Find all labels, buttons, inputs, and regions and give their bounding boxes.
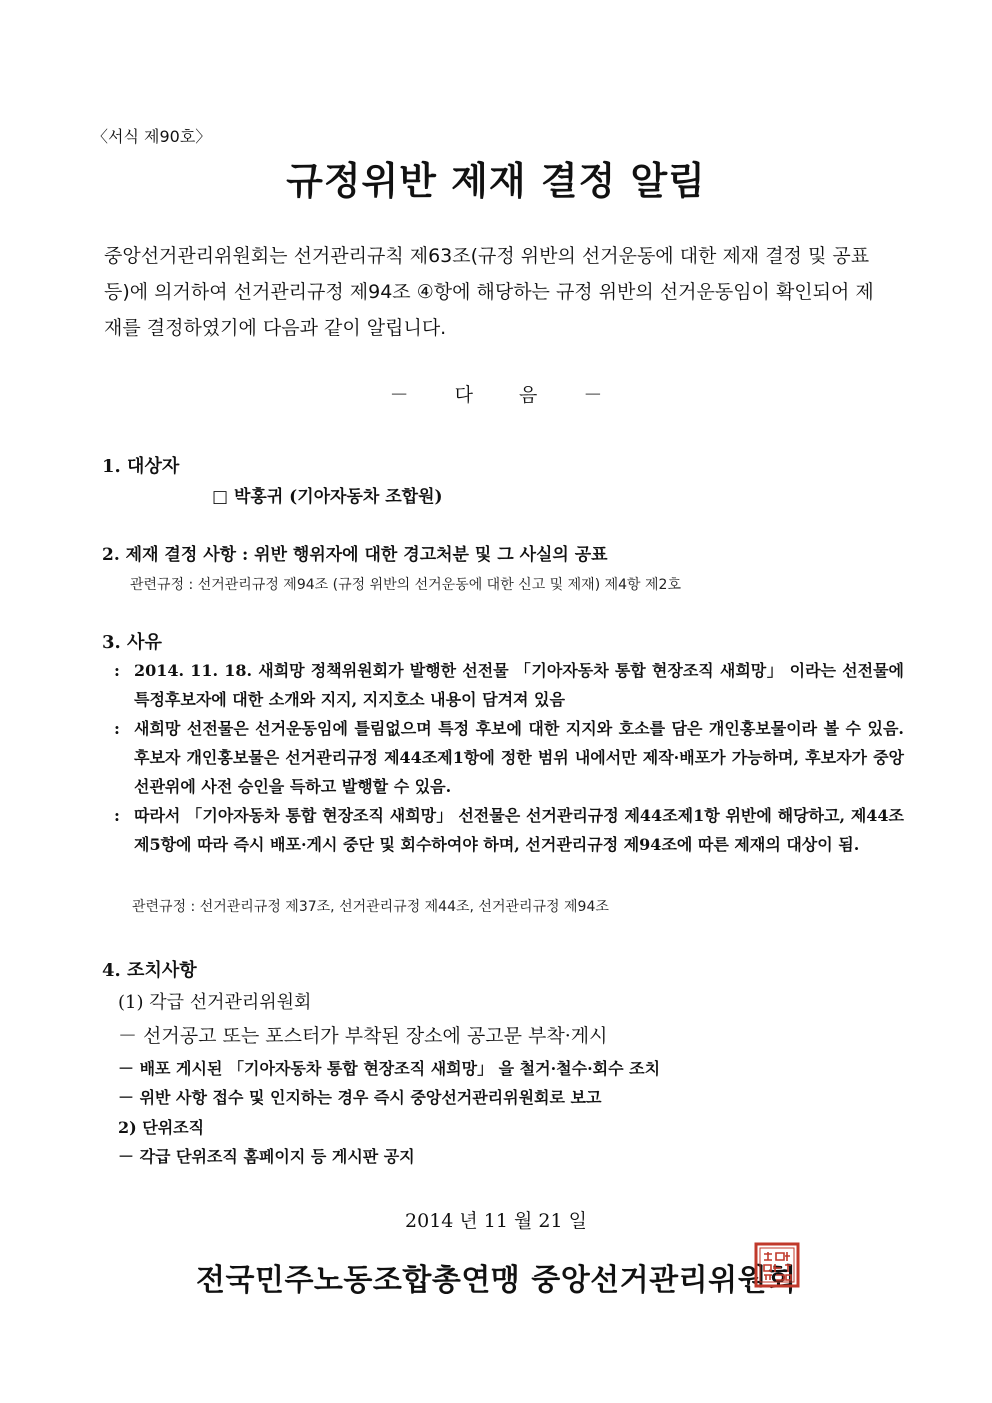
reason-text-2: 새희망 선전물은 선거운동임에 틀림없으며 특정 후보에 대한 지지와 호소를 담은 개인홍보물이라 볼 수 있음. 후보자 개인홍보물은 선거관리규정 제44조제1항에 정한 범위 내에서만 제작·배포가 가능하며, 후보자가 중앙선관위에 사전 승인을 득하고 발행할 수 있음.	[134, 719, 904, 796]
reason-list	[114, 656, 904, 859]
issuer-name: 전국민주노동조합총연맹 중앙선거관리위원회	[196, 1263, 797, 1298]
reason-colon: :	[114, 661, 120, 680]
sub1-item-1: － 선거공고 또는 포스터가 부착된 장소에 공고문 부착·게시	[118, 1025, 608, 1047]
reason-colon: :	[114, 806, 120, 825]
intro-line-1: 중앙선거관리위원회는 선거관리규칙 제63조(규정 위반의 선거운동에 대한 제재 결정 및 공표	[104, 245, 870, 267]
sub1-item-2: － 배포 게시된 「기아자동차 통합 현장조직 새희망」 을 철거·철수·회수 조치	[118, 1059, 661, 1078]
page-title: 규정위반 제재 결정 알림	[286, 159, 706, 203]
reason-text-1: 2014. 11. 18. 새희망 정책위원회가 발행한 선전물 「기아자동차 통합 현장조직 새희망」 이라는 선전물에 특정후보자에 대한 소개와 지지, 지지호소 내용이 담겨져 있음	[134, 661, 904, 709]
reason-text-3: 따라서 「기아자동차 통합 현장조직 새희망」 선전물은 선거관리규정 제44조제1항 위반에 해당하고, 제44조 제5항에 따라 즉시 배포·게시 중단 및 회수하여야 하며, 선거관리규정 제94조에 따른 제재의 대상이 됨.	[134, 806, 904, 854]
section4-heading: 4. 조치사항	[102, 960, 197, 981]
reason-item	[114, 801, 904, 859]
issue-date: 2014 년 11 월 21 일	[405, 1210, 587, 1232]
reason-item	[114, 714, 904, 801]
sub1-item-3: － 위반 사항 접수 및 인지하는 경우 즉시 중앙선거관리위원회로 보고	[118, 1088, 602, 1107]
intro-line-2: 등)에 의거하여 선거관리규정 제94조 ④항에 해당하는 규정 위반의 선거운동임이 확인되어 제	[104, 281, 874, 303]
section4-sub2: 2) 단위조직	[118, 1118, 205, 1137]
section2-heading: 2. 제재 결정 사항 : 위반 행위자에 대한 경고처분 및 그 사실의 공표	[102, 545, 608, 565]
sub2-item-1: － 각급 단위조직 홈페이지 등 게시판 공지	[118, 1147, 415, 1166]
reason-item	[114, 656, 904, 714]
reason-colon: :	[114, 719, 120, 738]
section1-target: □ 박홍귀 (기아자동차 조합원)	[212, 487, 443, 507]
intro-line-3: 재를 결정하였기에 다음과 같이 알립니다.	[104, 317, 447, 339]
section3-heading: 3. 사유	[102, 632, 162, 653]
official-seal-icon	[754, 1242, 800, 1288]
section1-heading: 1. 대상자	[102, 456, 180, 477]
section-divider: － 다 음 －	[389, 384, 603, 406]
section3-reference: 관련규정 : 선거관리규정 제37조, 선거관리규정 제44조, 선거관리규정 제94조	[132, 899, 609, 915]
form-number: 〈서식 제90호〉	[92, 127, 212, 146]
section4-sub1: (1) 각급 선거관리위원회	[118, 992, 312, 1013]
section2-reference: 관련규정 : 선거관리규정 제94조 (규정 위반의 선거운동에 대한 신고 및 제재) 제4항 제2호	[130, 577, 681, 593]
intro-paragraph	[104, 238, 904, 346]
